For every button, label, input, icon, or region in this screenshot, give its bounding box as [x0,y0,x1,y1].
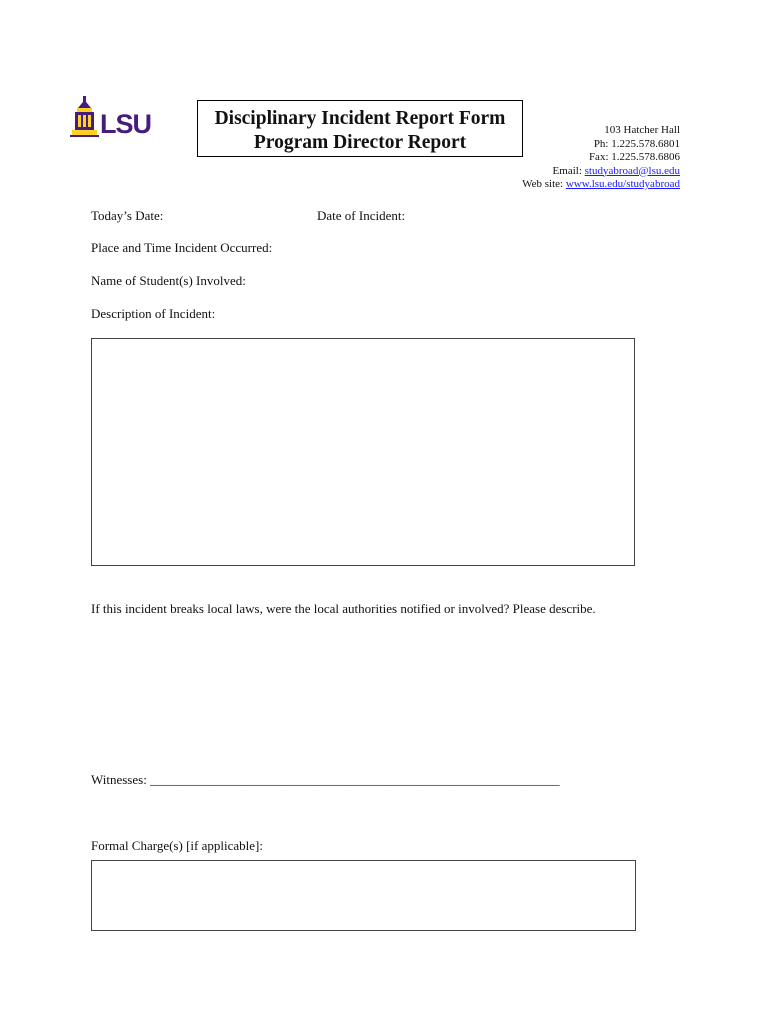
date-of-incident-label: Date of Incident: [317,208,406,223]
contact-website-label: Web site: [522,178,566,190]
contact-email-link[interactable]: studyabroad@lsu.edu [584,164,680,177]
description-box[interactable] [91,338,635,566]
title-box [197,100,523,157]
formal-charges-box[interactable] [91,860,636,931]
contact-website-row [522,178,680,192]
lsu-logo [70,92,170,140]
memorial-tower-icon [70,96,99,137]
todays-date-label: Today’s Date: [91,208,164,223]
authorities-question: If this incident breaks local laws, were the local authorities notified or involved? Please describe. [91,601,596,616]
formal-charges-label: Formal Charge(s) [if applicable]: [91,838,263,853]
logo-wordmark: LSU [100,109,151,139]
contact-website-link[interactable]: www.lsu.edu/studyabroad [565,178,680,190]
description-label: Description of Incident: [91,306,216,321]
witnesses-line: _______________________________________________________________ [150,772,560,787]
form-subtitle: Program Director Report [253,132,467,153]
witnesses-row[interactable] [91,772,560,788]
contact-block [522,124,680,192]
contact-address: 103 Hatcher Hall [604,124,680,136]
contact-fax: Fax: 1.225.578.6806 [588,151,680,163]
students-involved-label: Name of Student(s) Involved: [91,273,246,288]
witnesses-label: Witnesses: [91,772,151,787]
contact-email-row [522,165,680,179]
form-title: Disciplinary Incident Report Form [214,108,506,129]
contact-email-label: Email: [552,164,585,177]
contact-phone: Ph: 1.225.578.6801 [593,137,680,150]
place-time-label: Place and Time Incident Occurred: [91,240,273,255]
